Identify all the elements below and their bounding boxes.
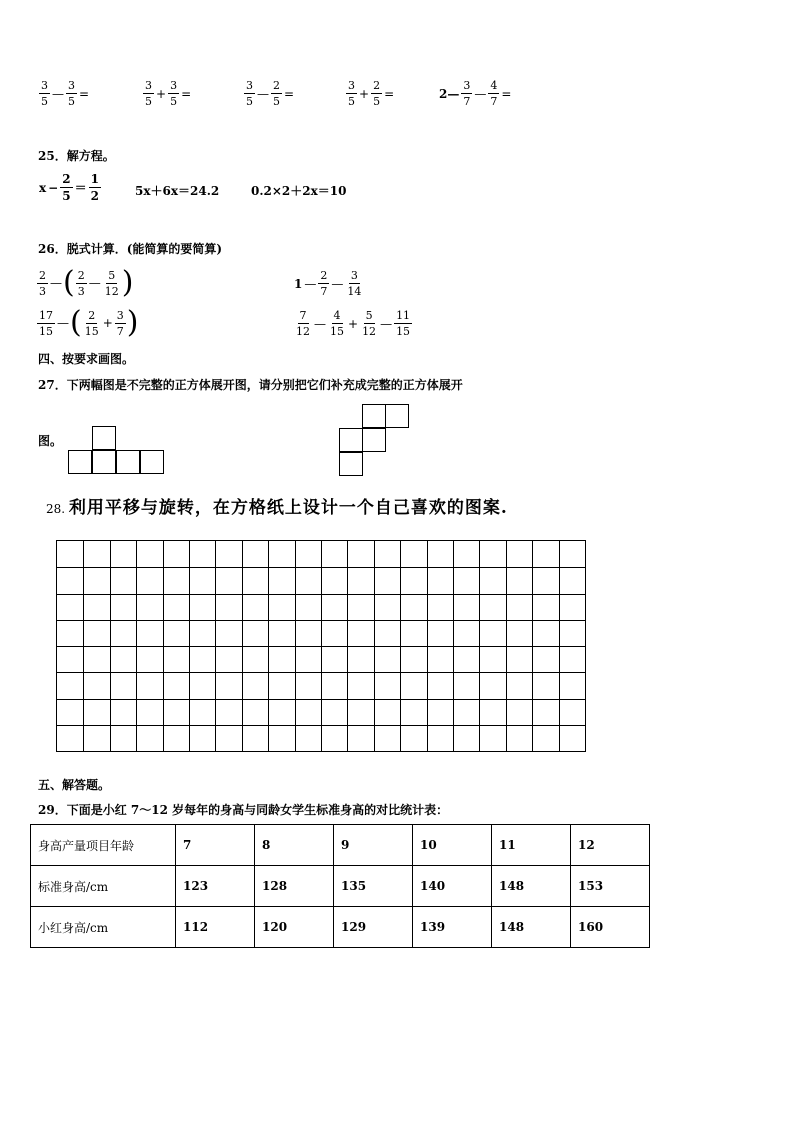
table-cell: 148: [492, 907, 571, 948]
table-cell: 135: [334, 866, 413, 907]
grid-line-horizontal: [57, 725, 585, 726]
q26-title: 26．脱式计算．(能简算的要简算): [38, 242, 223, 256]
table-cell: 标准身高/cm: [31, 866, 176, 907]
fraction: $\frac{3}{7}$: [463, 79, 471, 108]
table-cell: 120: [255, 907, 334, 948]
q25-equation-2: 5x＋6x＝24.2: [135, 184, 220, 198]
table-cell: 身高产量项目年龄: [31, 825, 176, 866]
q24-item-5: 2— $\frac{3}{7}$ — $\frac{4}{7}$ =: [439, 79, 512, 108]
grid-line-horizontal: [57, 699, 585, 700]
table-cell: 140: [413, 866, 492, 907]
q26-expression-4: $\frac{7}{12}$ — $\frac{4}{15}$ + $\frac{5}{12}$ — $\frac{11}{15}$: [296, 309, 411, 338]
table-row: [31, 866, 650, 907]
q26-expression-3: $\frac{17}{15}$ — ( $\frac{2}{15}$ + $\frac{3}{7}$ ): [39, 305, 139, 340]
section-4-heading: 四、按要求画图。: [38, 352, 135, 366]
table-cell: 9: [334, 825, 413, 866]
table-cell: 129: [334, 907, 413, 948]
grid-line-horizontal: [57, 594, 585, 595]
fraction: $\frac{3}{5}$: [41, 79, 48, 108]
fraction: $\frac{4}{15}$: [330, 309, 344, 338]
net-square: [92, 426, 116, 450]
q26-expression-2: 1 — $\frac{2}{7}$ — $\frac{3}{14}$: [294, 269, 362, 298]
grid-line-horizontal: [57, 620, 585, 621]
net-square: [68, 450, 92, 474]
fraction: $\frac{2}{15}$: [84, 308, 99, 338]
grid-line-horizontal: [57, 567, 585, 568]
fraction: $\frac{11}{15}$: [396, 309, 411, 338]
grid-line-horizontal: [57, 672, 585, 673]
q25-equation-3: 0.2×2＋2x＝10: [251, 184, 347, 198]
fraction: $\frac{17}{15}$: [39, 308, 53, 338]
q26-expression-1: $\frac{2}{3}$ — ( $\frac{2}{3}$ — $\frac{5}{12}$ ): [39, 265, 134, 300]
net-square: [140, 450, 164, 474]
table-cell: 128: [255, 866, 334, 907]
q27-text-line-2: 图。: [38, 434, 63, 448]
q28-title: 28. 利用平移与旋转，在方格纸上设计一个自己喜欢的图案.: [46, 498, 508, 518]
net-square: [362, 404, 386, 428]
fraction: $\frac{5}{12}$: [362, 309, 377, 338]
fraction: $\frac{2}{3}$: [77, 268, 85, 298]
table-cell: 7: [176, 825, 255, 866]
fraction: $\frac{3}{14}$: [347, 269, 362, 298]
table-row: [31, 907, 650, 948]
table-header-row: [31, 825, 650, 866]
table-cell: 8: [255, 825, 334, 866]
net-square: [339, 452, 363, 476]
table-cell: 123: [176, 866, 255, 907]
fraction: $\frac{3}{5}$: [68, 79, 75, 108]
fraction: $\frac{1}{2}$: [90, 172, 99, 203]
fraction: $\frac{4}{7}$: [490, 79, 498, 108]
section-5-heading: 五、解答题。: [38, 778, 111, 792]
fraction: $\frac{2}{5}$: [62, 172, 71, 203]
fraction: $\frac{2}{7}$: [320, 269, 328, 298]
q25-equation-1: x − $\frac{2}{5}$ ＝ $\frac{1}{2}$: [39, 172, 99, 203]
fraction: $\frac{3}{5}$: [145, 79, 152, 108]
net-square: [116, 450, 140, 474]
fraction: $\frac{2}{5}$: [373, 79, 381, 108]
fraction: $\frac{3}{5}$: [170, 79, 178, 108]
q24-item-1: $\frac{3}{5}$ — $\frac{3}{5}$ =: [41, 79, 90, 108]
height-comparison-table: [30, 824, 650, 948]
table-cell: 160: [571, 907, 650, 948]
q29-title: 29．下面是小红 7～12 岁每年的身高与同龄女学生标准身高的对比统计表：: [38, 803, 449, 817]
net-square: [385, 404, 409, 428]
fraction: $\frac{2}{3}$: [39, 268, 46, 298]
table-cell: 12: [571, 825, 650, 866]
table-cell: 148: [492, 866, 571, 907]
table-cell: 10: [413, 825, 492, 866]
q24-item-4: $\frac{3}{5}$ + $\frac{2}{5}$ =: [348, 79, 395, 108]
fraction: $\frac{2}{5}$: [273, 79, 280, 108]
q24-item-3: $\frac{3}{5}$ — $\frac{2}{5}$ =: [246, 79, 295, 108]
q25-title: 25．解方程。: [38, 149, 115, 163]
q27-text-line-1: 27．下两幅图是不完整的正方体展开图，请分别把它们补充成完整的正方体展开: [38, 378, 463, 392]
table-cell: 153: [571, 866, 650, 907]
table-cell: 139: [413, 907, 492, 948]
fraction: $\frac{3}{7}$: [116, 308, 124, 338]
fraction: $\frac{5}{12}$: [104, 268, 119, 298]
net-square: [92, 450, 116, 474]
grid-line-horizontal: [57, 646, 585, 647]
table-cell: 小红身高/cm: [31, 907, 176, 948]
net-square: [362, 428, 386, 452]
q24-item-2: $\frac{3}{5}$ + $\frac{3}{5}$ =: [145, 79, 192, 108]
table-cell: 11: [492, 825, 571, 866]
fraction: $\frac{3}{5}$: [246, 79, 253, 108]
fraction: $\frac{7}{12}$: [296, 309, 310, 338]
table-cell: 112: [176, 907, 255, 948]
net-square: [339, 428, 363, 452]
fraction: $\frac{3}{5}$: [348, 79, 355, 108]
grid-paper[interactable]: [56, 540, 586, 752]
